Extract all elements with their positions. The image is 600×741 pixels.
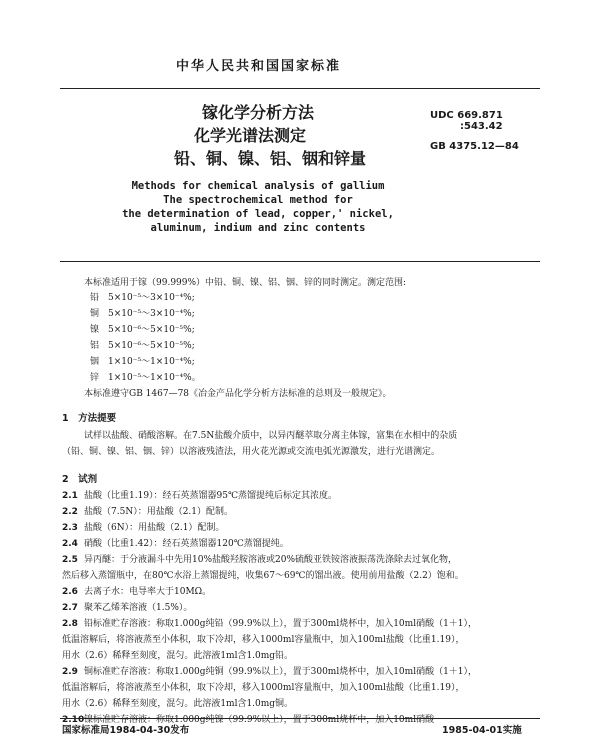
title-line-3: 铅、铜、镍、铝、铟和锌量 xyxy=(174,149,367,168)
english-title-line-2: The spectrochemical method for xyxy=(163,194,353,206)
section-1-paragraph-line-2: （铅、铜、镍、铝、铟、锌）以溶液残渣法，用火花光源或交流电弧光源激发，进行光谱测定。 xyxy=(62,447,441,457)
reagent-item: 2.1 盐酸（比重1.19）：经石英蒸馏器95℃蒸馏提纯后标定其浓度。 xyxy=(62,491,338,501)
range-list xyxy=(90,290,201,386)
reagent-item: 2.10镍标准贮存溶液：称取1.000g纯镍（99.9%以上），置于300ml烧杯中，加入10ml硝酸 xyxy=(62,715,435,725)
reagent-item: 2.2 盐酸（7.5N）：用盐酸（2.1）配制。 xyxy=(62,507,234,517)
range-item-ni: 镍 5×10⁻⁶～5×10⁻⁵%; xyxy=(90,325,195,335)
section-1-heading: 1 方法提要 xyxy=(62,413,117,424)
compliance-text: 本标准遵守GB 1467—78《冶金产品化学分析方法标准的总则及一般规定》。 xyxy=(84,389,392,399)
reagent-item: 2.6 去离子水：电导率大于10MΩ。 xyxy=(62,587,212,597)
title-divider xyxy=(60,261,540,262)
section-2-heading: 2 试剂 xyxy=(62,474,98,485)
effective-date: 1985-04-01实施 xyxy=(442,725,522,736)
range-item-al: 铝 5×10⁻⁶～5×10⁻⁵%; xyxy=(90,341,195,351)
reagent-item: 2.8 铅标准贮存溶液：称取1.000g纯铅（99.9%以上），置于300ml烧杯中，加入10ml硝酸（1＋1）， xyxy=(62,619,478,629)
reagent-item-continuation: 低温溶解后，将溶液蒸至小体积，取下冷却，移入1000ml容量瓶中，加入100ml盐酸（比重1.19）， xyxy=(62,683,465,693)
title-line-2: 化学光谱法测定 xyxy=(194,126,307,145)
range-item-in: 铟 1×10⁻⁵～1×10⁻⁴%; xyxy=(90,357,195,367)
udc-line-2: :543.42 xyxy=(460,121,503,132)
reagent-item: 2.4 硝酸（比重1.42）：经石英蒸馏器120℃蒸馏提纯。 xyxy=(62,539,289,549)
gb-number: GB 4375.12—84 xyxy=(430,141,519,152)
section-1-paragraph-line-1: 试样以盐酸、硝酸溶解。在7.5N盐酸介质中，以异丙醚萃取分离主体镓，富集在水相中的杂质 xyxy=(84,431,458,441)
reagent-list xyxy=(62,488,542,728)
reagent-item: 2.7 聚苯乙烯苯溶液（1.5%）。 xyxy=(62,603,193,613)
reagent-item: 2.5 异丙醚：于分液漏斗中先用10%盐酸羟胺溶液或20%硫酸亚铁铵溶液振荡洗涤除去过氧化物， xyxy=(62,555,458,565)
english-title-line-1: Methods for chemical analysis of gallium xyxy=(131,180,385,192)
range-item-cu: 铜 5×10⁻⁵～3×10⁻⁴%; xyxy=(90,309,195,319)
english-title-line-4: aluminum, indium and zinc contents xyxy=(150,222,366,234)
reagent-item-continuation: 用水（2.6）稀释至刻度，混匀。此溶液1ml含1.0mg铅。 xyxy=(62,651,294,661)
footer-divider xyxy=(60,718,540,719)
title-line-1: 镓化学分析方法 xyxy=(202,103,315,122)
reagent-item: 2.9 铜标准贮存溶液：称取1.000g纯铜（99.9%以上），置于300ml烧杯中，加入10ml硝酸（1＋1）， xyxy=(62,667,478,677)
reagent-item-continuation: 用水（2.6）稀释至刻度，混匀。此溶液1ml含1.0mg铜。 xyxy=(62,699,294,709)
national-standard-heading: 中华人民共和国国家标准 xyxy=(176,59,342,74)
issued-date: 国家标准局1984-04-30发布 xyxy=(62,725,190,736)
reagent-item: 2.3 盐酸（6N）：用盐酸（2.1）配制。 xyxy=(62,523,225,533)
english-title-line-3: the determination of lead, copper,' nickel, xyxy=(122,208,394,220)
range-item-pb: 铅 5×10⁻⁵～3×10⁻⁴%; xyxy=(90,293,195,303)
udc-line-1: UDC 669.871 xyxy=(430,110,503,121)
header-divider xyxy=(60,88,540,89)
udc-code xyxy=(430,110,503,132)
scope-text: 本标准适用于镓（99.999%）中铅、铜、镍、铝、铟、锌的同时测定。测定范围: xyxy=(84,278,407,288)
range-item-zn: 锌 1×10⁻⁵～1×10⁻⁴%。 xyxy=(90,373,201,383)
reagent-item-continuation: 然后移入蒸馏瓶中，在80℃水浴上蒸馏提纯，收集67～69℃的馏出液。使用前用盐酸（2.2）饱和。 xyxy=(62,571,464,581)
reagent-item-continuation: 低温溶解后，将溶液蒸至小体积，取下冷却，移入1000ml容量瓶中，加入100ml盐酸（比重1.19）， xyxy=(62,635,465,645)
